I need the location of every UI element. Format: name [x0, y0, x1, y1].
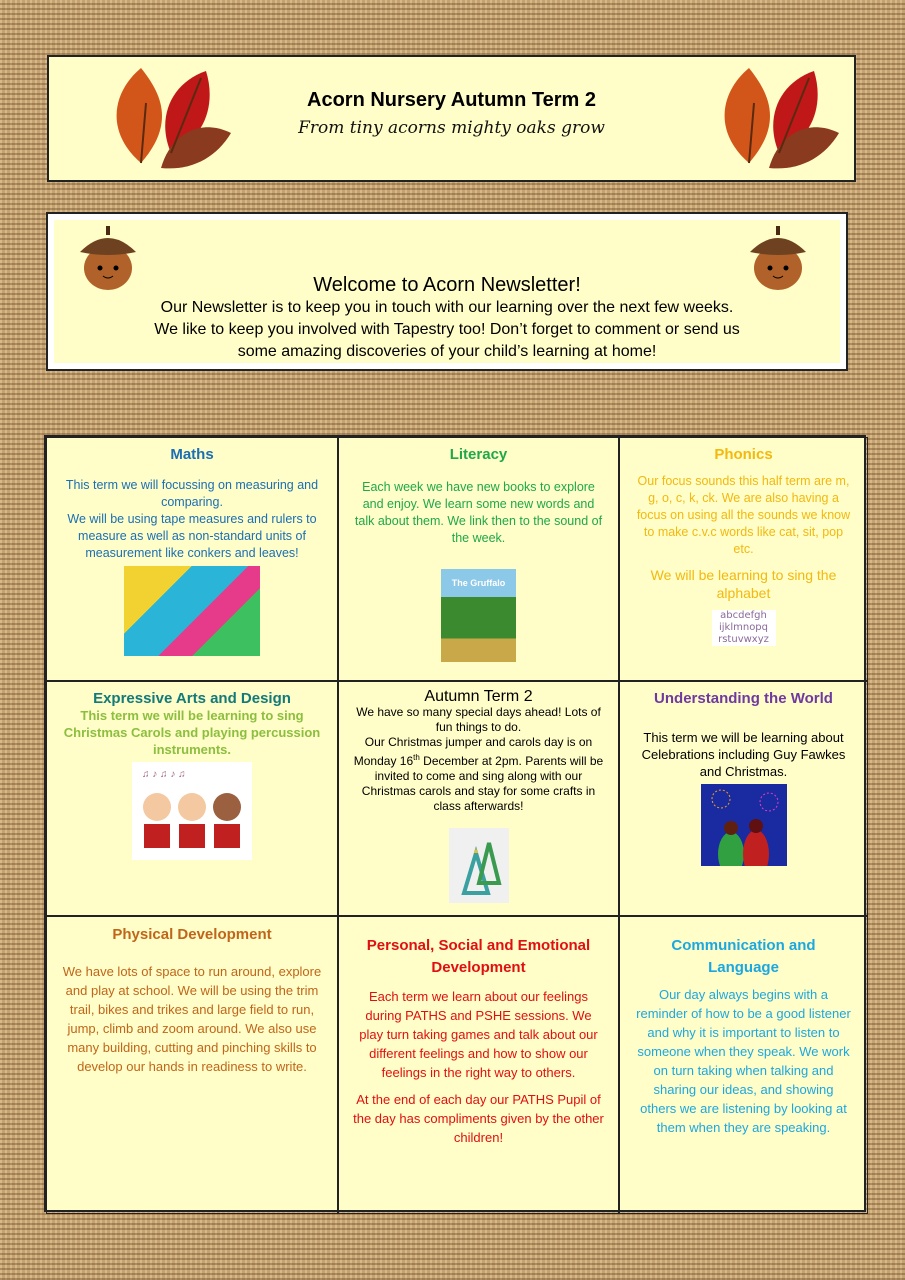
autumn-leaves-icon — [709, 63, 844, 173]
section-pse — [338, 916, 619, 1214]
section-text — [353, 735, 604, 814]
section-text: We have so many special days ahead! Lots of fun things to do. — [356, 705, 601, 734]
section-title: Maths — [170, 446, 214, 463]
acorn-icon — [76, 224, 140, 292]
section-text: We will be using tape measures and rulers to measure as well as non-standard units of measurement like conkers and leaves! — [67, 512, 317, 560]
section-text: We will be learning to sing the alphabet — [650, 567, 837, 601]
christmas-tree-craft-image — [449, 828, 509, 903]
learning-areas-grid — [44, 435, 866, 1212]
section-understanding-world — [619, 681, 868, 916]
section-expressive-arts — [46, 681, 338, 916]
motto: From tiny acorns mighty oaks grow — [298, 118, 605, 138]
alphabet-row: abcdefgh — [720, 610, 767, 621]
section-title: Communication and Language — [671, 937, 816, 976]
carol-singers-image — [132, 762, 252, 860]
section-phonics — [619, 437, 868, 681]
welcome-title: Welcome to Acorn Newsletter! — [313, 274, 581, 296]
section-maths — [46, 437, 338, 681]
header-banner — [47, 55, 856, 182]
acorn-icon — [746, 224, 810, 292]
section-autumn-term — [338, 681, 619, 916]
alphabet-row: rstuvwxyz — [718, 634, 769, 645]
section-title: Expressive Arts and Design — [93, 690, 291, 707]
svg-text:♫ ♪ ♫ ♪ ♫: ♫ ♪ ♫ ♪ ♫ — [142, 769, 186, 780]
fireworks-image — [701, 784, 787, 866]
section-title: Phonics — [714, 446, 773, 463]
section-text: This term we will be learning about Celebrations including Guy Fawkes and Christmas. — [641, 730, 846, 779]
welcome-line: Our Newsletter is to keep you in touch with our learning over the next few weeks. — [160, 299, 734, 316]
section-physical-development — [46, 916, 338, 1214]
section-communication-language — [619, 916, 868, 1214]
section-title: Physical Development — [112, 926, 272, 943]
section-title: Personal, Social and Emotional Development — [366, 937, 591, 976]
section-text: This term we will be learning to sing Christmas Carols and playing percussion instruments. — [63, 708, 321, 757]
welcome-box — [46, 212, 848, 371]
section-text: Our focus sounds this half term are m, g, o, c, k, ck. We are also having a focus on using all the sounds we know to make c.v.c words like cat, sit, pop etc. — [636, 474, 851, 556]
gruffalo-book-image: The Gruffalo — [441, 569, 516, 662]
autumn-leaves-icon — [101, 63, 236, 173]
section-text: Our day always begins with a reminder of how to be a good listener and why it is important to listen to someone when they speak. We work on turn taking when talking and sharing our ideas, and showing others we are listening by looking at them when they are speaking. — [636, 987, 851, 1135]
text-part: December at 2pm. Parents will be invited to come and sing along with our Christmas carols and stay for some crafts in class afterwards! — [361, 754, 604, 813]
alphabet-row: ijklmnopq — [718, 622, 769, 633]
welcome-line: We like to keep you involved with Tapestry too! Don’t forget to comment or send us some amazing discoveries of your child’s learning at home! — [154, 321, 740, 360]
section-literacy — [338, 437, 619, 681]
text-sup: th — [413, 753, 420, 762]
alphabet-image — [712, 610, 776, 646]
section-text: Each week we have new books to explore and enjoy. We learn some new words and talk about them. We link then to the sound of the week. — [354, 480, 603, 545]
tape-measures-image — [124, 566, 260, 656]
section-text: Each term we learn about our feelings during PATHS and PSHE sessions. We play turn taking games and talk about our different feelings and how to show our feelings in the right way to others. — [359, 989, 598, 1080]
section-text: At the end of each day our PATHS Pupil of the day has compliments given by the other children! — [353, 1092, 604, 1145]
section-title: Understanding the World — [654, 690, 833, 707]
section-title: Autumn Term 2 — [424, 688, 533, 705]
section-text: We have lots of space to run around, explore and play at school. We will be using the trim trail, bikes and trikes and large field to run, jump, climb and zoom around. We also use many building, cutting and pinching skills to develop our hands in readiness to write. — [62, 964, 322, 1074]
newsletter-title: Acorn Nursery Autumn Term 2 — [307, 89, 596, 111]
section-text: This term we will focussing on measuring and comparing. — [65, 478, 319, 509]
section-title: Literacy — [449, 446, 508, 463]
text-part: Our Christmas jumper and carols day is on Monday 16 — [353, 735, 593, 768]
